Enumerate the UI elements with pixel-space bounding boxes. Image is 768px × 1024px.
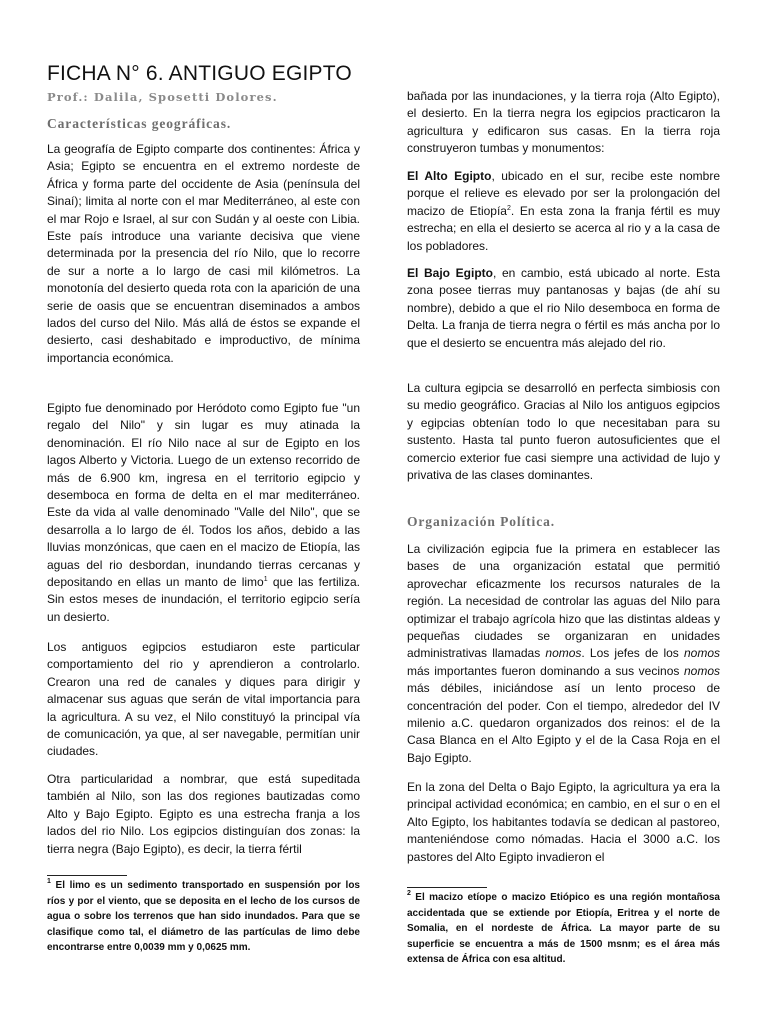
- paragraph: La geografía de Egipto comparte dos continentes: África y Asia; Egipto se encuentra en el extremo nordeste de África y forma parte del occidente de Asia (península del Sinaí); limita al norte con el mar Mediterráneo, al este con el mar Rojo e Israel, al sur con Sudán y al oeste con Libia. Este país introduce una variante decisiva que viene determinada por la presencia del río Nilo, que lo recorre de sur a norte a lo largo de casi mil kilómetros. La monotonía del desierto queda rota con la aparición de una serie de oasis que se encuentran diseminados a ambos lados del curso del Nilo. Más allá de éstos se expande el desierto, casi deshabitado e improductivo, de mínima importancia económica.: [47, 142, 360, 365]
- section-heading-geography: Características geográficas.: [47, 116, 232, 131]
- term-nomos: nomos: [683, 646, 721, 661]
- paragraph: bañada por las inundaciones, y la tierra roja (Alto Egipto), el desierto. En la tierra negra los egipcios practicaron la agricultura y edificaron sus casas. En la tierra roja construyeron tumbas y monumentos:: [407, 89, 720, 156]
- term-nomos: nomos: [683, 663, 720, 678]
- footnote-divider: [407, 887, 487, 888]
- paragraph: [407, 265, 720, 352]
- term-alto-egipto: El Alto Egipto: [407, 169, 492, 183]
- footnote-text: El macizo etíope o macizo Etiópico es una región montañosa accidentada que se extiende por Etiopía, Eritrea y el norte de Somalia, en el nordeste de África. La mayor parte de su superficie se encuentra a más de 1500 msnm; es el área más extensa de África con esa altitud.: [407, 892, 720, 966]
- footnote-number: 2: [407, 890, 411, 897]
- paragraph-text: . Los jefes de los: [581, 646, 684, 661]
- footnote: [407, 890, 720, 968]
- paragraph: La cultura egipcia se desarrolló en perfecta simbiosis con su medio geográfico. Gracias al Nilo los antiguos egipcios y egipcias obtenían todo lo que necesitaban para su sustento. Hasta tal punto fueron autosuficientes que el comercio exterior fue casi siempre una actividad de lujo y privativa de las clases dominantes.: [407, 381, 720, 483]
- footnote-ref[interactable]: 2: [506, 204, 511, 212]
- paragraph: [47, 400, 360, 626]
- footnote-text: El limo es un sedimento transportado en suspensión por los ríos y por el viento, que se deposita en el lecho de los cursos de agua o sobre los terrenos que han sido inundados. Para que se clasifique como tal, el diámetro de las partículas de limo debe encontrarse entre 0,0039 mm y 0,0625 mm.: [47, 880, 360, 954]
- paragraph: [407, 541, 720, 767]
- term-bajo-egipto: El Bajo Egipto: [407, 266, 493, 280]
- paragraph-text: más débiles, iniciándose así un lento proceso de concentración del poder. Con el tiempo, alrededor del IV milenio a.C. quedaron organizados dos reinos: el de la Casa Blanca en el Alto Egipto y el de la Casa Roja en el Bajo Egipto.: [407, 681, 720, 765]
- page-title: FICHA N° 6. ANTIGUO EGIPTO: [47, 62, 352, 85]
- paragraph-text: Egipto fue denominado por Heródoto como Egipto fue "un regalo del Nilo" y sin lugar es muy atinada la denominación. El río Nilo nace al sur de Egipto en los lagos Alberto y Victoria. Luego de un extenso recorrido de más de 6.900 km, ingresa en el territorio egipcio y desemboca en forma de delta en el mar mediterráneo. Este da vida al valle denominado "Valle del Nilo", que se desarrolla a lo largo de él. Todos los años, debido a las lluvias monzónicas, que caen en el macizo de Etiopía, las aguas del rio desbordan, inundando tierras cercanas y depositando en ellas un manto de limo: [47, 401, 360, 590]
- paragraph-text: , en cambio, está ubicado al norte. Esta zona posee tierras muy pantanosas y bajas (de ahí su nombre), debido a que el rio Nilo desemboca en forma de Delta. La franja de tierra negra o fértil es más ancha por lo que el desierto se encuentra más alejado del rio.: [407, 266, 720, 350]
- footnote-divider: [47, 875, 127, 876]
- paragraph: Los antiguos egipcios estudiaron este particular comportamiento del rio y aprendieron a controlarlo. Crearon una red de canales y diques para dirigir y almacenar sus aguas que serán de vital importancia para la agricultura. A su vez, el Nilo constituyó la principal vía de comunicación, ya que, al ser navegable, permitían unir ciudades.: [47, 640, 360, 759]
- paragraph-text: más importantes fueron dominando a sus vecinos: [407, 663, 684, 678]
- paragraph: Otra particularidad a nombrar, que está supeditada también al Nilo, son las dos regiones bautizadas como Alto y Bajo Egipto. Egipto es una estrecha franja a los lados del rio Nilo. Los egipcios distinguían dos zonas: la tierra negra (Bajo Egipto), es decir, la tierra fértil: [47, 772, 360, 856]
- paragraph-text: . En esta zona la franja fértil es muy estrecha; en ella el desierto se acerca al rio y a la casa de los pobladores.: [407, 203, 720, 253]
- footnote-ref[interactable]: 1: [263, 576, 268, 584]
- author-line: Prof.: Dalila, Sposetti Dolores.: [47, 90, 278, 104]
- paragraph: En la zona del Delta o Bajo Egipto, la agricultura ya era la principal actividad económica; en cambio, en el sur o en el Alto Egipto, los habitantes todavía se dedican al pastoreo, manteniéndose como nómadas. Hacia el 3000 a.C. los pastores del Alto Egipto invadieron el: [407, 780, 720, 864]
- section-heading-politics: Organización Política.: [407, 514, 556, 529]
- paragraph-text: , ubicado en el sur, recibe este nombre porque el relieve es elevado por ser la prolongación del macizo de Etiopía: [407, 169, 720, 218]
- term-nomos: nomos: [545, 646, 582, 661]
- paragraph-text: La civilización egipcia fue la primera en establecer las bases de una organización estatal que permitió aprovechar eficazmente los recursos naturales de la región. La necesidad de controlar las aguas del Nilo para optimizar el trabajo agrícola hizo que las distintas aldeas y pequeñas ciudades se organizaran en unidades administrativas llamadas: [407, 542, 720, 661]
- footnote-number: 1: [47, 878, 51, 885]
- footnote: [47, 878, 360, 956]
- paragraph: [407, 168, 720, 255]
- paragraph-text: que las fertiliza. Sin estos meses de inundación, el territorio egipcio sería un desierto.: [47, 575, 360, 624]
